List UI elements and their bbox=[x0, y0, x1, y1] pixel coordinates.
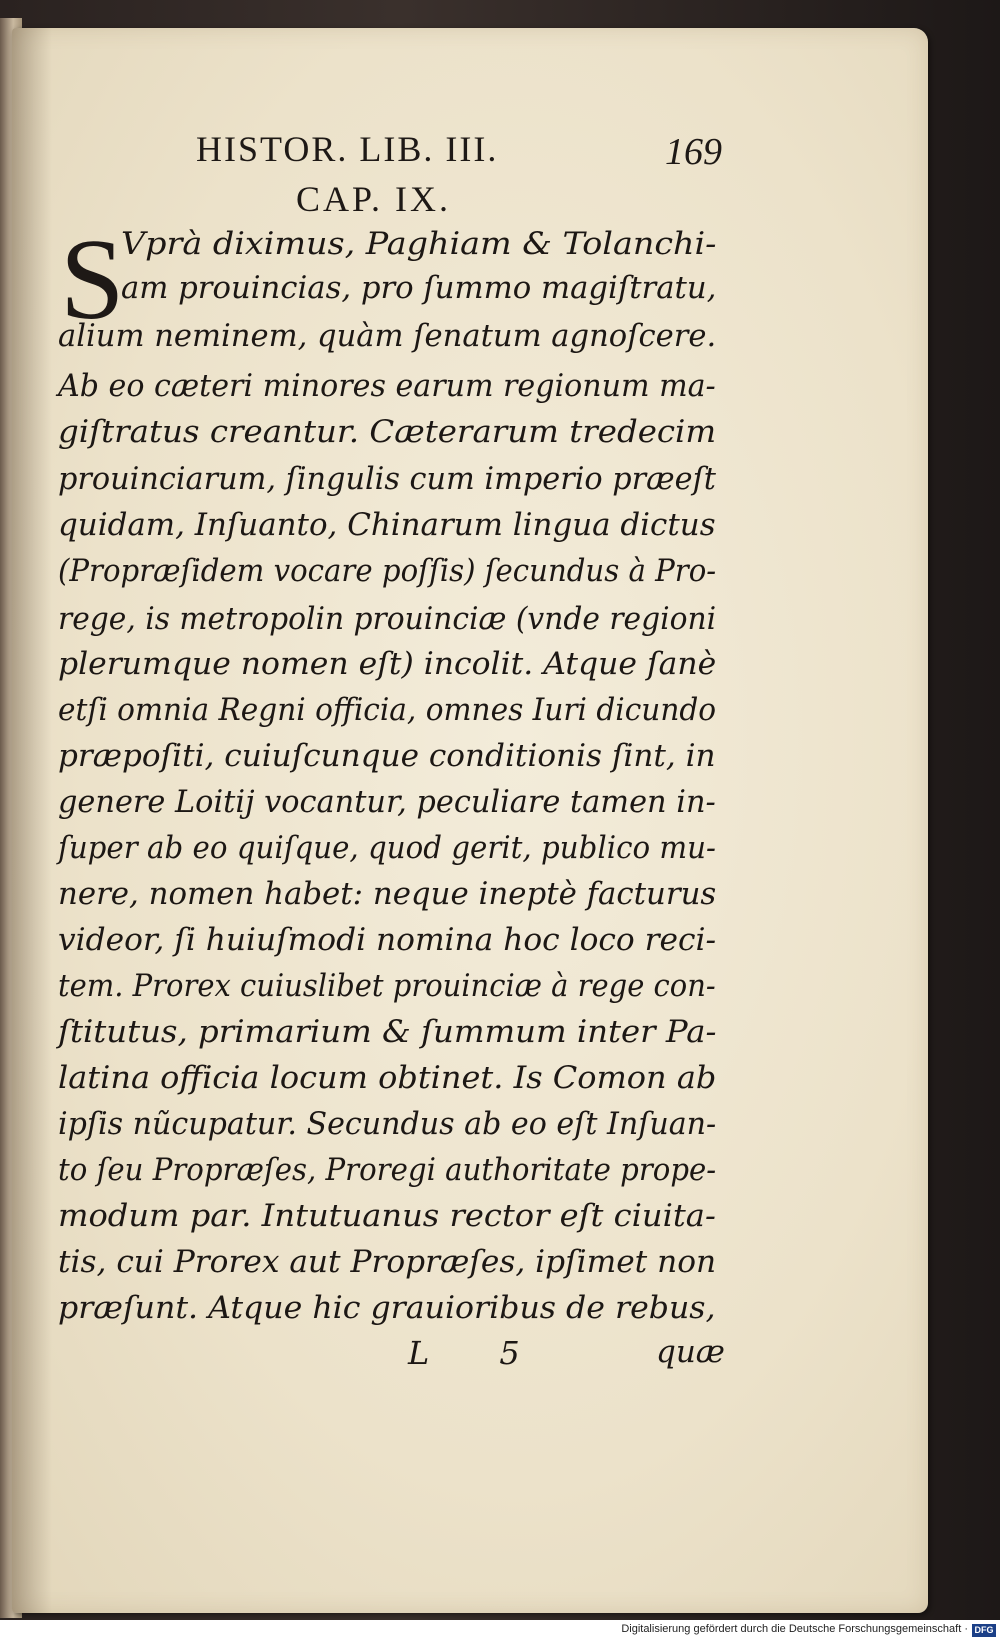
page-gutter-shadow bbox=[12, 28, 52, 1613]
text-line: ſuper ab eo quiſque, quod gerit, publico mu- bbox=[58, 830, 716, 866]
text-line: ipſis nũcupatur. Secundus ab eo eſt Inſuan- bbox=[58, 1106, 717, 1142]
chapter-heading: CAP. IX. bbox=[296, 179, 452, 219]
text-line: modum par. Intutuanus rector eſt ciuita- bbox=[58, 1198, 716, 1234]
text-line: to ſeu Propræſes, Proregi authoritate prope- bbox=[58, 1152, 717, 1188]
text-line: præſunt. Atque hic grauioribus de rebus, bbox=[58, 1290, 716, 1326]
text-line: alium neminem, quàm ſenatum agnoſcere. bbox=[58, 318, 717, 354]
running-title: HISTOR. LIB. III. bbox=[196, 129, 499, 169]
footer-bar bbox=[0, 1620, 1000, 1642]
catchword: quæ bbox=[656, 1334, 725, 1370]
text-line: prouinciarum, ſingulis cum imperio præeſt bbox=[58, 461, 716, 497]
text-line: Vprà diximus, Paghiam & Tolanchi- bbox=[121, 226, 717, 262]
text-line: nere, nomen habet: neque ineptè facturus bbox=[58, 876, 717, 912]
text-line: (Propræſidem vocare poſſis) ſecundus à Pro- bbox=[58, 553, 717, 589]
text-line: plerumque nomen eſt) incolit. Atque ſanè bbox=[58, 646, 717, 682]
text-line: tem. Prorex cuiuslibet prouinciæ à rege con- bbox=[58, 968, 716, 1004]
signature-mark: L 5 bbox=[408, 1334, 550, 1372]
text-line: latina officia locum obtinet. Is Comon ab bbox=[58, 1060, 717, 1096]
text-line: Ab eo cæteri minores earum regionum ma- bbox=[58, 368, 716, 404]
text-line: videor, ſi huiuſmodi nomina hoc loco reci- bbox=[58, 922, 717, 958]
page-number: 169 bbox=[665, 131, 722, 173]
text-line: tis, cui Prorex aut Propræſes, ipſimet non bbox=[58, 1244, 717, 1280]
text-line: etſi omnia Regni officia, omnes Iuri dicundo bbox=[58, 692, 717, 728]
text-line: quidam, Inſuanto, Chinarum lingua dictus bbox=[58, 507, 716, 543]
text-line: ſtitutus, primarium & ſummum inter Pa- bbox=[58, 1014, 717, 1050]
text-line: genere Loitij vocantur, peculiare tamen in- bbox=[58, 784, 716, 820]
text-line: rege, is metropolin prouinciæ (vnde regioni bbox=[58, 601, 717, 637]
text-line: am prouincias, pro ſummo magiſtratu, bbox=[121, 270, 717, 306]
text-line: præpoſiti, cuiuſcunque conditionis ſint, in bbox=[58, 738, 716, 774]
funding-notice: Digitalisierung gefördert durch die Deutsche Forschungsgemeinschaft · bbox=[621, 1623, 968, 1635]
dfg-logo: DFG bbox=[972, 1624, 996, 1637]
text-line: giſtratus creantur. Cæterarum tredecim bbox=[58, 414, 717, 450]
book-page bbox=[12, 28, 928, 1613]
drop-cap: S bbox=[60, 216, 125, 344]
running-head bbox=[196, 128, 722, 174]
